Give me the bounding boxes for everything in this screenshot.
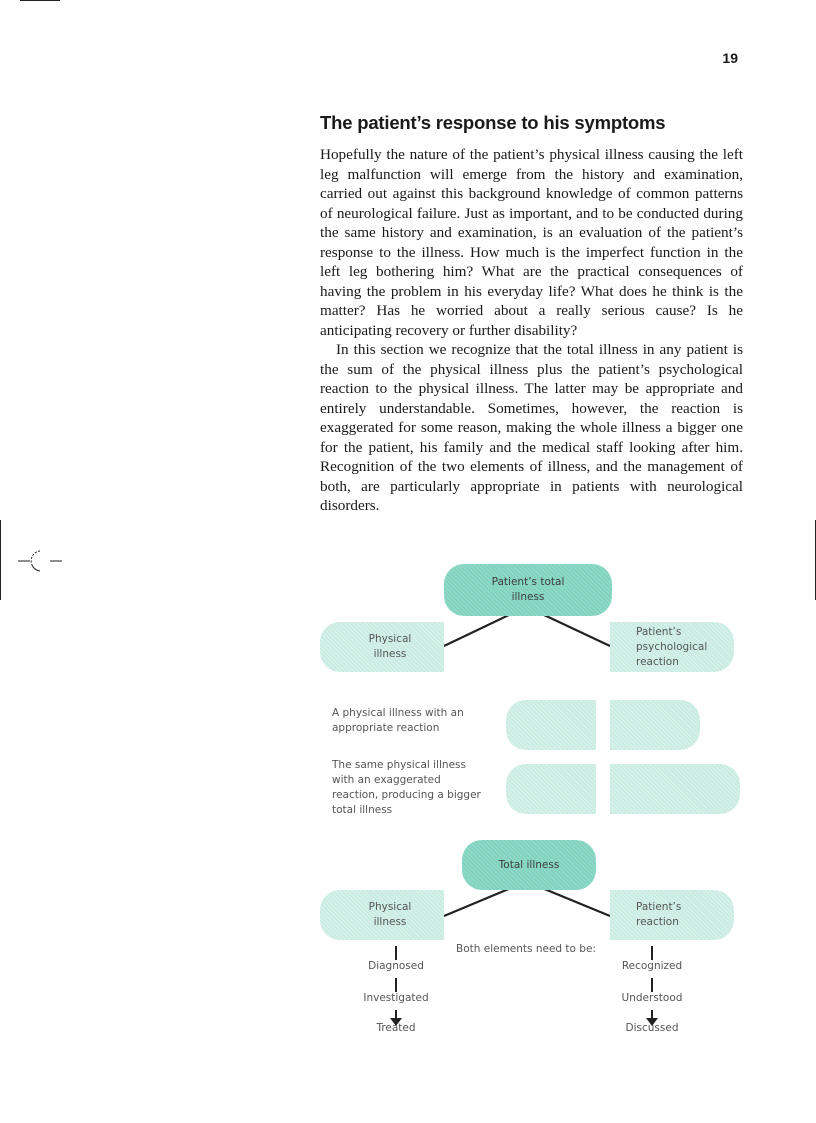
page-number: 19 xyxy=(722,50,738,66)
crop-mark-top xyxy=(20,0,60,1)
paragraph: Hopefully the nature of the patient’s physical illness causing the left leg malfunction will emerge from the history and examination, carried out against this background knowledge of common patterns of neurological failure. Just as important, and to be conducted during the same history and examination, is an evaluation of the patient’s response to the illness. How much is the imperfect function in the left leg bothering him? What are the practical consequences of having the problem in his everyday life? What does he think is the matter? Has he worried about a really serious cause? Is he anticipating recovery or further disability? xyxy=(320,146,743,339)
total-illness-node: Patient’s total illness xyxy=(444,564,612,616)
exaggerated-reaction-bar xyxy=(610,764,740,814)
exaggerated-reaction-label: The same physical illness with an exaggerated reaction, producing a bigger total illness xyxy=(332,759,481,816)
physical-illness-node: Physical illness xyxy=(320,622,444,672)
step-discussed: Discussed xyxy=(625,1022,679,1034)
step-treated: Treated xyxy=(376,1022,416,1034)
connector-line xyxy=(542,888,610,916)
body-text xyxy=(320,145,743,516)
physical-illness-bar xyxy=(506,700,596,750)
patient-reaction-node: Patient’s reaction xyxy=(610,890,734,940)
appropriate-reaction-bar xyxy=(610,700,700,750)
connector-line xyxy=(542,614,610,646)
physical-illness-bar xyxy=(506,764,596,814)
connector-line xyxy=(444,614,511,646)
physical-illness-node: Physical illness xyxy=(320,890,444,940)
illness-diagram xyxy=(318,560,758,1050)
step-investigated: Investigated xyxy=(363,992,429,1004)
total-illness-node: Total illness xyxy=(462,840,596,890)
appropriate-reaction-label: A physical illness with an appropriate reaction xyxy=(332,707,464,734)
connector-line xyxy=(444,888,511,916)
psychological-reaction-node: Patient’s psychological reaction xyxy=(610,622,734,672)
step-understood: Understood xyxy=(621,992,683,1004)
step-diagnosed: Diagnosed xyxy=(368,960,424,972)
step-recognized: Recognized xyxy=(621,960,683,972)
both-elements-label: Both elements need to be: xyxy=(456,943,596,955)
section-heading: The patient’s response to his symptoms xyxy=(320,112,666,133)
paragraph: In this section we recognize that the total illness in any patient is the sum of the physical illness plus the patient’s psychological reaction to the physical illness. The latter may be appropriate and entirely understandable. Sometimes, however, the reaction is exaggerated for some reason, making the whole illness a bigger one for the patient, his family and the medical staff looking after him. Recognition of the two elements of illness, and the management of both, are particularly appropriate in patients with neurological disorders. xyxy=(320,341,743,514)
crop-mark-left xyxy=(0,520,1,600)
registration-mark-icon xyxy=(18,548,62,574)
